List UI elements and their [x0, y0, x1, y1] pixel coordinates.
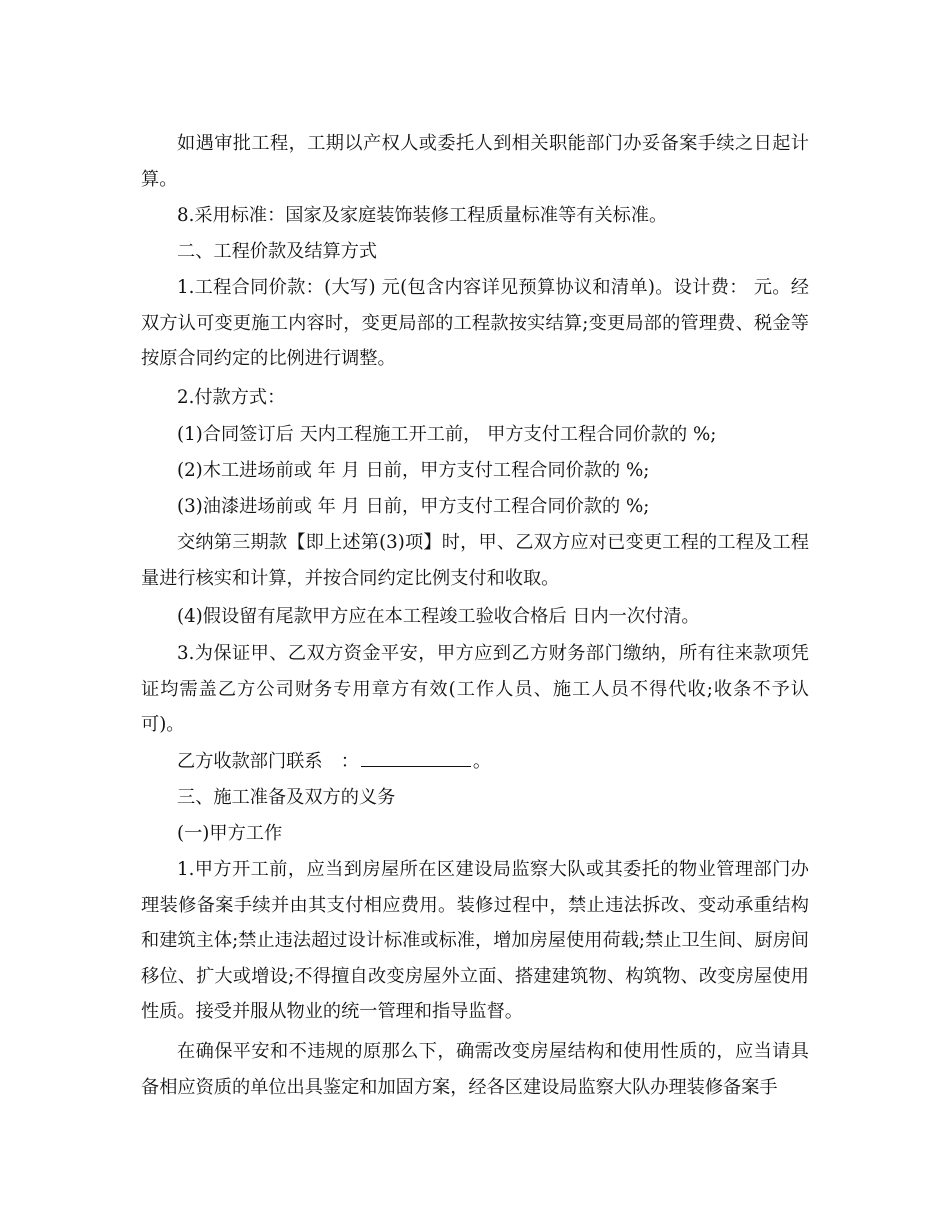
paragraph-schedule-approval: 如遇审批工程，工期以产权人或委托人到相关职能部门办妥备案手续之日起计算。: [141, 133, 809, 190]
paragraph-structure-change: 在确保平安和不违规的原那么下，确需改变房屋结构和使用性质的，应当请具备相应资质的单位出具鉴定和加固方案，经各区建设局监察大队办理装修备案手: [141, 1041, 809, 1098]
subheading-party-a-work: (一)甲方工作: [177, 823, 283, 844]
paragraph-payment-4: (4)假设留有尾款甲方应在本工程竣工验收合格后 日内一次付清。: [177, 606, 700, 627]
paragraph-contract-price: 1.工程合同价款：(大写) 元(包含内容详见预算协议和清单)。设计费： 元。经双方认可变更施工内容时，变更局部的工程款按实结算;变更局部的管理费、税金等按原合同约定的比例进行调整。: [141, 277, 809, 369]
contact-blank-line: [361, 746, 471, 767]
paragraph-contact: [141, 744, 809, 780]
paragraph-standards: 8.采用标准：国家及家庭装饰装修工程质量标准等有关标准。: [177, 205, 668, 226]
paragraph-payment-2: (2)木工进场前或 年 月 日前，甲方支付工程合同价款的 %;: [177, 460, 650, 481]
paragraph-party-a-duty-1: 1.甲方开工前，应当到房屋所在区建设局监察大队或其委托的物业管理部门办理装修备案手续并由其支付相应费用。装修过程中，禁止违法拆改、变动承重结构和建筑主体;禁止违法超过设计标准或标准，增加房屋使用荷载;禁止卫生间、厨房间移位、扩大或增设;不得擅自改变房屋外立面、搭建建筑物、构筑物、改变房屋使用性质。接受并服从物业的统一管理和指导监督。: [141, 859, 809, 1022]
section-heading-preparation: 三、施工准备及双方的义务: [177, 787, 396, 808]
paragraph-payment-method: 2.付款方式：: [177, 387, 286, 408]
section-heading-price-settlement: 二、工程价款及结算方式: [177, 241, 378, 262]
paragraph-third-installment: 交纳第三期款【即上述第(3)项】时，甲、乙双方应对已变更工程的工程及工程量进行核实和计算，并按合同约定比例支付和收取。: [141, 532, 809, 589]
contact-suffix: 。: [472, 751, 492, 772]
paragraph-payment-3: (3)油漆进场前或 年 月 日前，甲方支付工程合同价款的 %;: [177, 496, 650, 517]
contact-label: 乙方收款部门联系 ：: [177, 751, 359, 772]
paragraph-fund-safety: 3.为保证甲、乙双方资金平安，甲方应到乙方财务部门缴纳，所有往来款项凭证均需盖乙方公司财务专用章方有效(工作人员、施工人员不得代收;收条不予认可)。: [141, 643, 809, 735]
paragraph-payment-1: (1)合同签订后 天内工程施工开工前， 甲方支付工程合同价款的 %;: [177, 424, 717, 445]
